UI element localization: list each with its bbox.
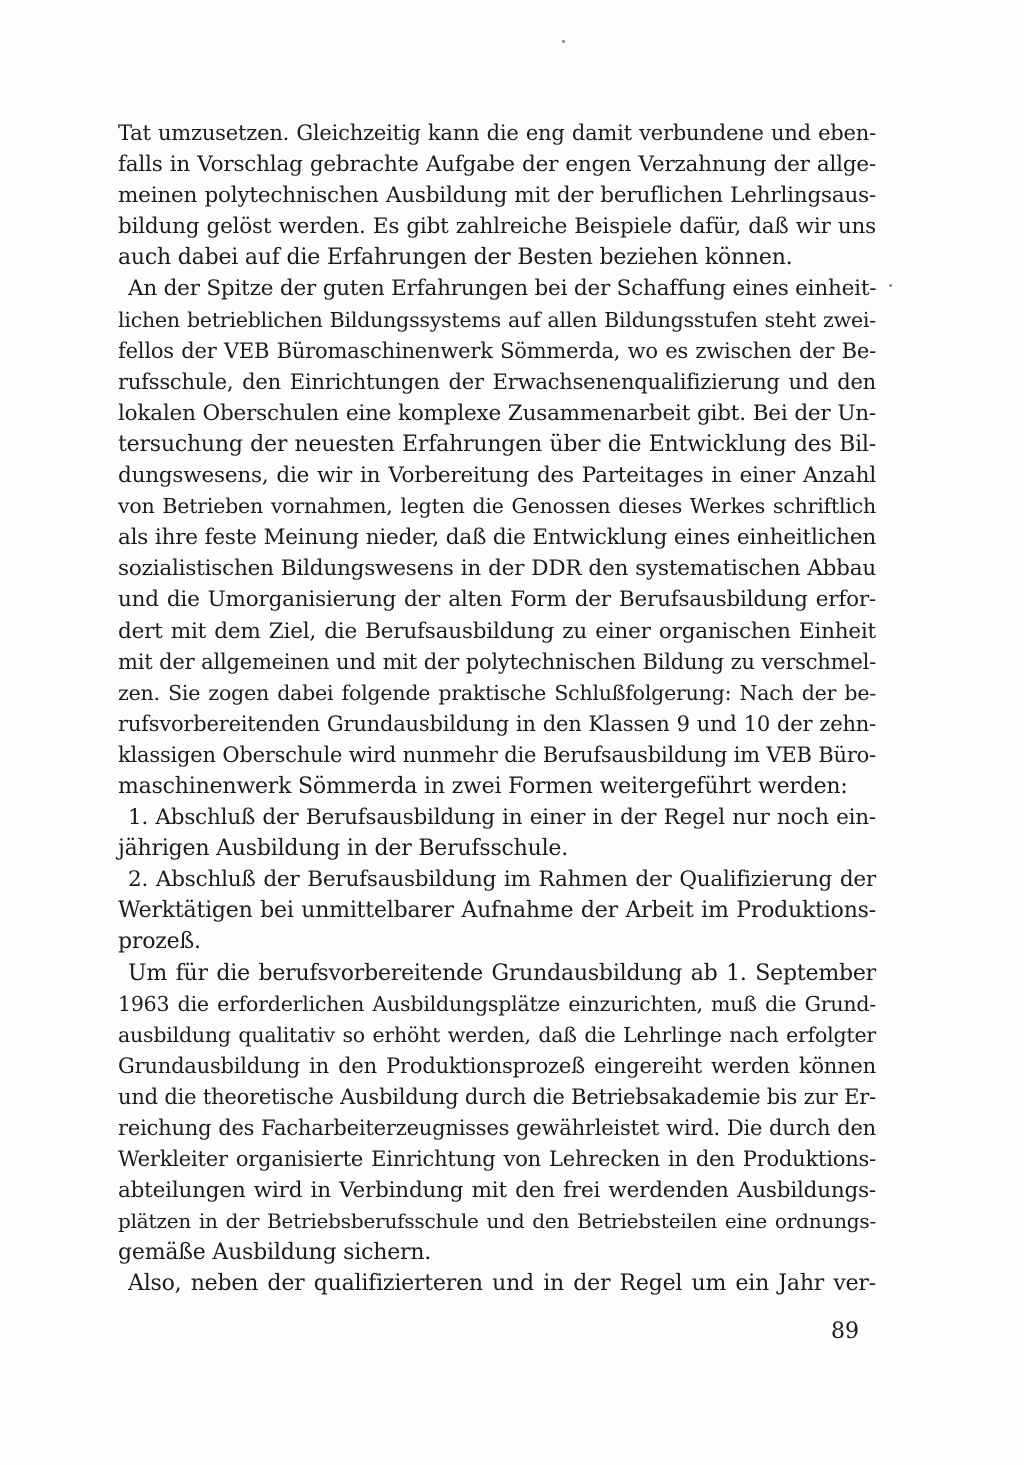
text-line: dert mit dem Ziel, die Berufsausbildung zu einer organischen Einheit: [118, 618, 876, 644]
text-line: falls in Vorschlag gebrachte Aufgabe der engen Verzahnung der allge-: [118, 152, 876, 178]
text-line: Tat umzusetzen. Gleichzeitig kann die eng damit verbundene und eben-: [118, 121, 876, 145]
paper-speck: [889, 284, 892, 287]
text-line: mit der allgemeinen und mit der polytechnischen Bildung zu verschmel-: [118, 649, 876, 674]
text-line: klassigen Oberschule wird nunmehr die Berufsausbildung im VEB Büro-: [118, 742, 876, 767]
text-line: tersuchung der neuesten Erfahrungen über die Entwicklung des Bil-: [118, 431, 876, 457]
text-line: 1963 die erforderlichen Ausbildungsplätze einzurichten, muß die Grund-: [118, 991, 876, 1016]
text-line: meinen polytechnischen Ausbildung mit der beruflichen Lehrlingsaus-: [118, 183, 876, 209]
text-line: dungswesens, die wir in Vorbereitung des Parteitages in einer Anzahl: [118, 463, 876, 489]
text-line: lichen betrieblichen Bildungssystems auf allen Bildungsstufen steht zwei-: [118, 307, 876, 332]
text-line: lokalen Oberschulen eine komplexe Zusammenarbeit gibt. Bei der Un-: [118, 400, 876, 426]
text-line: maschinenwerk Sömmerda in zwei Formen weitergeführt werden:: [118, 773, 848, 799]
text-line: rufsvorbereitenden Grundausbildung in den Klassen 9 und 10 der zehn-: [118, 711, 876, 736]
text-line: Um für die berufsvorbereitende Grundausbildung ab 1. September: [128, 960, 876, 986]
text-line: gemäße Ausbildung sichern.: [118, 1240, 432, 1266]
text-line: jährigen Ausbildung in der Berufsschule.: [118, 836, 569, 862]
text-line: reichung des Facharbeiterzeugnisses gewährleistet wird. Die durch den: [118, 1116, 876, 1140]
text-line: abteilungen wird in Verbindung mit den frei werdenden Ausbildungs-: [118, 1178, 876, 1204]
paper-speck: [562, 40, 565, 43]
text-line: Werktätigen bei unmittelbarer Aufnahme der Arbeit im Produktions-: [118, 898, 876, 924]
text-line: 1. Abschluß der Berufsausbildung in einer in der Regel nur noch ein-: [128, 805, 876, 831]
body-text: [118, 118, 876, 1300]
text-line: als ihre feste Meinung nieder, daß die Entwicklung eines einheitlichen: [118, 525, 876, 551]
page-number: 89: [831, 1319, 859, 1344]
text-line: auch dabei auf die Erfahrungen der Besten beziehen können.: [118, 245, 793, 271]
text-line: 2. Abschluß der Berufsausbildung im Rahmen der Qualifizierung der: [128, 867, 876, 893]
text-line: fellos der VEB Büromaschinenwerk Sömmerda, wo es zwischen der Be-: [118, 338, 876, 363]
text-line: und die theoretische Ausbildung durch die Betriebsakademie bis zur Er-: [118, 1084, 876, 1109]
text-line: sozialistischen Bildungswesens in der DDR den systematischen Abbau: [118, 556, 876, 582]
text-line: bildung gelöst werden. Es gibt zahlreiche Beispiele dafür, daß wir uns: [118, 214, 876, 240]
text-line: ausbildung qualitativ so erhöht werden, daß die Lehrlinge nach erfolgter: [118, 1022, 876, 1047]
text-line: prozeß.: [118, 929, 201, 955]
text-line: und die Umorganisierung der alten Form der Berufsausbildung erfor-: [118, 587, 876, 613]
text-line: An der Spitze der guten Erfahrungen bei der Schaffung eines einheit-: [128, 276, 877, 302]
text-line: rufsschule, den Einrichtungen der Erwachsenenqualifizierung und den: [118, 369, 876, 394]
text-line: Werkleiter organisierte Einrichtung von Lehrecken in den Produktions-: [118, 1147, 876, 1172]
text-line: zen. Sie zogen dabei folgende praktische Schlußfolgerung: Nach der be-: [118, 680, 876, 705]
text-line: plätzen in der Betriebsberufsschule und den Betriebsteilen eine ordnungs-: [118, 1209, 876, 1234]
text-line: von Betrieben vornahmen, legten die Genossen dieses Werkes schriftlich: [118, 494, 876, 519]
text-line: Also, neben der qualifizierteren und in der Regel um ein Jahr ver-: [128, 1271, 876, 1297]
text-line: Grundausbildung in den Produktionsprozeß eingereiht werden können: [118, 1053, 876, 1078]
